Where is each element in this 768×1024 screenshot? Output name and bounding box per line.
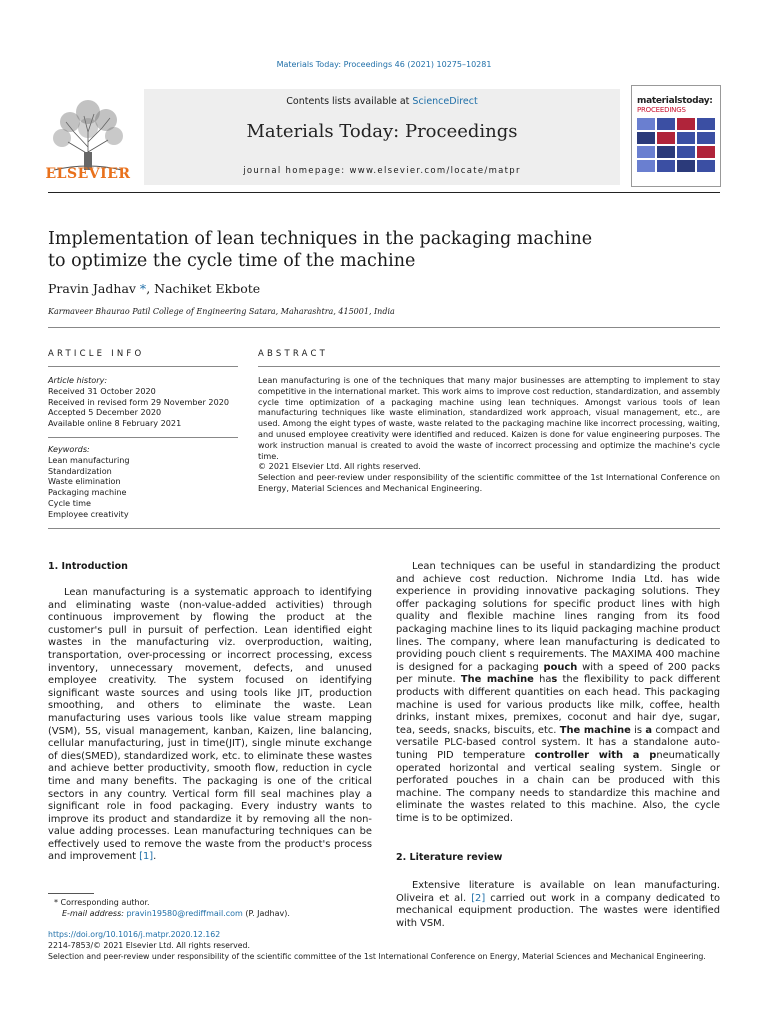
corresponding-author-link[interactable]: *	[135, 281, 147, 296]
keyword-item: Packaging machine	[48, 487, 127, 498]
elsevier-wordmark: ELSEVIER	[45, 166, 131, 182]
article-title: Implementation of lean techniques in the packaging machine to optimize the cycle time of the machine	[48, 229, 593, 271]
journal-homepage	[144, 166, 620, 176]
bottom-selection: Selection and peer-review under responsibility of the scientific committee of the 1st International Conference on Energy, Material Sciences and Mechanical Engineering.	[48, 951, 706, 961]
literature-paragraph	[396, 880, 720, 930]
text-run: ha	[533, 674, 552, 686]
bold-text: The machine	[460, 674, 534, 686]
intro-paragraph	[48, 587, 372, 864]
footnote-rule	[48, 893, 94, 894]
intro-paragraph-end: .	[153, 851, 157, 863]
author-name: Nachiket Ekbote	[154, 281, 261, 296]
cover-subtitle: PROCEEDINGS	[637, 106, 686, 114]
history-heading: Article history:	[48, 375, 108, 385]
text-run: compact and versatile PLC-based control system. It has a standalone auto-tuning PID temperature	[396, 724, 720, 761]
doi-link[interactable]: https://doi.org/10.1016/j.matpr.2020.12.162	[48, 930, 221, 939]
journal-title: Materials Today: Proceedings	[246, 121, 518, 142]
email-link[interactable]: pravin19580@rediffmail.com	[126, 909, 243, 918]
contents-prefix: Contents lists available at	[286, 96, 413, 107]
text-run: is	[630, 724, 646, 736]
author-name: Pravin Jadhav	[48, 281, 136, 296]
cover-title: materialstoday:	[637, 96, 713, 106]
reference-link[interactable]: [2]	[471, 892, 486, 904]
bold-text: a	[645, 724, 653, 736]
corresponding-author-note	[48, 897, 372, 908]
text-run: neumatically operated horizontal and vertical sealing system. Single or perforated pouches in a chain can be produced with this machine. The company needs to standardize this machine and eliminate the wastes related to this machine. Also, the cycle time is to be optimized.	[396, 749, 721, 824]
abstract-label: ABSTRACT	[258, 349, 329, 359]
email-label: E-mail address:	[62, 909, 127, 918]
keywords	[48, 444, 238, 520]
article-history	[48, 375, 238, 429]
issn-line: 2214-7853/© 2021 Elsevier Ltd. All rights reserved.	[48, 940, 250, 950]
intro-heading: 1. Introduction	[48, 561, 128, 572]
author-affiliation: Karmaveer Bhaurao Patil College of Engineering Satara, Maharashtra, 415001, India	[48, 307, 395, 316]
text-run: the flexibility to pack different products with different quantities on each head. This packaging machine is used for various products like milk, coffee, health drinks, instant mixes, premixes, coconut and hair dye, sugar, tea, seeds, snacks, biscuits, etc.	[396, 674, 720, 736]
keyword-item: Employee creativity	[48, 508, 129, 519]
email-suffix: (P. Jadhav).	[242, 909, 290, 918]
homepage-url-link[interactable]: www.elsevier.com/locate/matpr	[349, 166, 521, 176]
header-rule	[48, 192, 720, 193]
journal-cover-image	[631, 85, 721, 187]
text-run: Lean techniques can be useful in standardizing the product and achieve cost reduction. Nichrome India Ltd. has wide experience in providing innovative packaging solutions. They offer packaging solutions for specific product lines with high quality and flexible machine lines ranging from its food packaging machine lines to its liquid packaging machine product lines. The company, where lean manufacturing is dedicated to providing pouch client s requirements. The MAXIMA 400 machine is designed for a packaging	[396, 561, 720, 673]
company-paragraph	[396, 561, 720, 825]
sciencedirect-link[interactable]: ScienceDirect	[412, 96, 478, 107]
abstract-text	[258, 375, 720, 494]
homepage-prefix: journal homepage:	[243, 166, 350, 176]
keywords-rule	[48, 437, 238, 438]
history-item: Available online 8 February 2021	[48, 418, 182, 429]
email-note	[48, 908, 372, 919]
abstract-bottom-rule	[48, 528, 720, 529]
contents-line	[144, 96, 620, 107]
footnote-mark: *	[54, 898, 58, 907]
text-run: with a speed of 200 packs per minute.	[396, 661, 720, 686]
right-column-text	[396, 561, 720, 825]
article-info-label: ARTICLE INFO	[48, 349, 145, 359]
reference-link[interactable]: [1]	[139, 851, 154, 863]
title-rule	[48, 327, 720, 328]
text-run: Extensive literature is available on lean manufacturing. Oliveira et al.	[396, 880, 720, 904]
article-info-rule	[48, 366, 238, 367]
history-item: Accepted 5 December 2020	[48, 407, 162, 418]
author-list	[48, 281, 260, 296]
intro-paragraph-text: Lean manufacturing is a systematic approach to identifying and eliminating waste (non-value-added activities) through continuous improvement by flowing the product at the customer's pull in pursuit of perfection. Lean identified eight wastes in the manufacturing viz. overproduction, waiting, transportation, over-processing or incorrect processing, excess inventory, unnecessary movement, defects, and unused employee creativity. The system focused on identifying significant waste sources and using tools like JIT, production smoothing, and others to eliminate the waste. Lean manufacturing uses various tools like value stream mapping (VSM), 5S, visual management, kanban, Kaizen, line balancing, cellular manufacturing, just in time(JIT), single minute exchange of dies(SMED), standardized work, etc. to eliminate these wastes and achieve better productivity, smooth flow, reduction in cycle time and many benefits. The packaging is one of the critical sectors in any country. Vertical form fill seal machines play a significant role in food packaging. Every industry wants to improve its product and standardize it by removing all the non-value adding processes. Lean manufacturing techniques can be effectively used to remove the waste from the product's process and improvement	[48, 587, 372, 863]
bold-text: pouch	[543, 661, 578, 673]
history-item: Received 31 October 2020	[48, 385, 156, 396]
intro-text	[48, 587, 372, 864]
journal-citation[interactable]: Materials Today: Proceedings 46 (2021) 10275–10281	[276, 60, 492, 69]
keyword-item: Cycle time	[48, 497, 91, 508]
footnote-text: Corresponding author.	[58, 898, 150, 907]
keyword-item: Standardization	[48, 465, 112, 476]
literature-review-heading: 2. Literature review	[396, 852, 503, 863]
cover-graphic	[637, 118, 715, 172]
history-item: Received in revised form 29 November 2020	[48, 396, 230, 407]
abstract-copyright: © 2021 Elsevier Ltd. All rights reserved.	[258, 461, 421, 472]
text-run: carried out work in a company dedicated to mechanical equipment production. The wastes were identified with VSM.	[396, 892, 720, 929]
footnote	[48, 897, 372, 919]
literature-review-text	[396, 880, 720, 930]
abstract-paragraph: Lean manufacturing is one of the techniques that many major businesses are attempting to implement to stay competitive in the international market. This work aims to improve cost reduction, standardization, and assembly cycle time optimization of a packaging machine using lean techniques. Amongst various tools of lean manufacturing techniques like waste elimination, standardized work approach, visual management, etc., are used. Among the eight types of waste, waste related to the packaging machine like incorrect processing, waiting, and unused employee creativity were identified and reduced. Kaizen is done for value engineering purposes. The work instruction manual is created to avoid the waste of incorrect processing and optimize the machine's cycle time.	[258, 375, 720, 461]
keyword-item: Waste elimination	[48, 476, 121, 487]
keywords-heading: Keywords:	[48, 444, 90, 454]
bold-text: s	[551, 674, 558, 686]
abstract-rule	[258, 366, 720, 367]
abstract-selection: Selection and peer-review under responsibility of the scientific committee of the 1st International Conference on Energy, Material Sciences and Mechanical Engineering.	[258, 472, 720, 493]
bold-text: The machine	[559, 724, 631, 736]
author-separator: ,	[146, 281, 155, 296]
page-bottom-info	[48, 930, 728, 962]
keyword-item: Lean manufacturing	[48, 454, 130, 465]
bold-text: controller with a p	[534, 749, 657, 761]
